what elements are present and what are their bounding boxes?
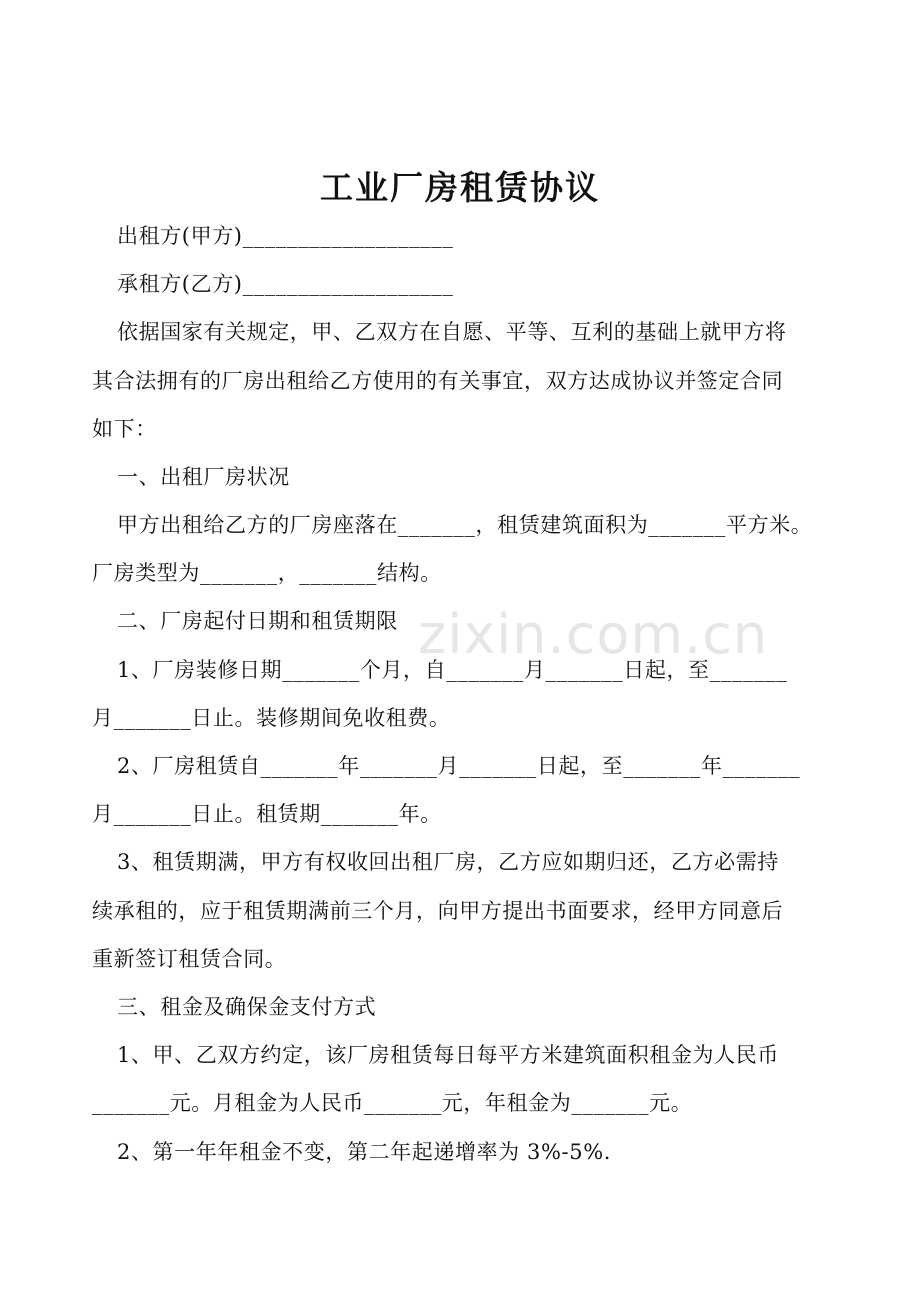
clause-3-1-line-2: _______元。月租金为人民币_______元，年租金为_______元。 bbox=[92, 1091, 693, 1115]
preamble-line-3: 如下： bbox=[92, 417, 157, 441]
clause-3-2-line-1: 2、第一年年租金不变，第二年起递增率为 3%-5%. bbox=[117, 1140, 612, 1164]
clause-2-3-line-3: 重新签订租赁合同。 bbox=[92, 947, 287, 971]
document-title: 工业厂房租赁协议 bbox=[320, 168, 600, 207]
section-1-line-2: 厂房类型为_______，_______结构。 bbox=[92, 561, 442, 585]
clause-2-3-line-2: 续承租的，应于租赁期满前三个月，向甲方提出书面要求，经甲方同意后 bbox=[92, 899, 784, 923]
clause-3-1-line-1: 1、甲、乙双方约定，该厂房租赁每日每平方米建筑面积租金为人民币 bbox=[117, 1043, 779, 1067]
clause-2-1-line-2: 月_______日止。装修期间免收租费。 bbox=[92, 706, 451, 730]
watermark: zixin.com.cn bbox=[418, 603, 769, 666]
preamble-line-1: 依据国家有关规定，甲、乙双方在自愿、平等、互利的基础上就甲方将 bbox=[117, 320, 787, 344]
clause-2-2-line-2: 月_______日止。租赁期_______年。 bbox=[92, 802, 442, 826]
section-3-heading: 三、租金及确保金支付方式 bbox=[117, 995, 377, 1019]
clause-2-3-line-1: 3、租赁期满，甲方有权收回出租厂房，乙方应如期归还，乙方必需持 bbox=[117, 850, 779, 874]
clause-2-2-line-1: 2、厂房租赁自_______年_______月_______日起，至_______年_______ bbox=[117, 754, 801, 778]
section-1-line-1: 甲方出租给乙方的厂房座落在_______，租赁建筑面积为_______平方米。 bbox=[117, 513, 813, 537]
lessor-line: 出租方(甲方)___________________ bbox=[117, 224, 454, 248]
clause-2-1-line-1: 1、厂房装修日期_______个月，自_______月_______日起，至_______ bbox=[117, 658, 788, 682]
lessee-line: 承租方(乙方)___________________ bbox=[117, 272, 454, 296]
preamble-line-2: 其合法拥有的厂房出租给乙方使用的有关事宜，双方达成协议并签定合同 bbox=[92, 369, 784, 393]
section-2-heading: 二、厂房起付日期和租赁期限 bbox=[117, 609, 398, 633]
section-1-heading: 一、出租厂房状况 bbox=[117, 465, 290, 489]
